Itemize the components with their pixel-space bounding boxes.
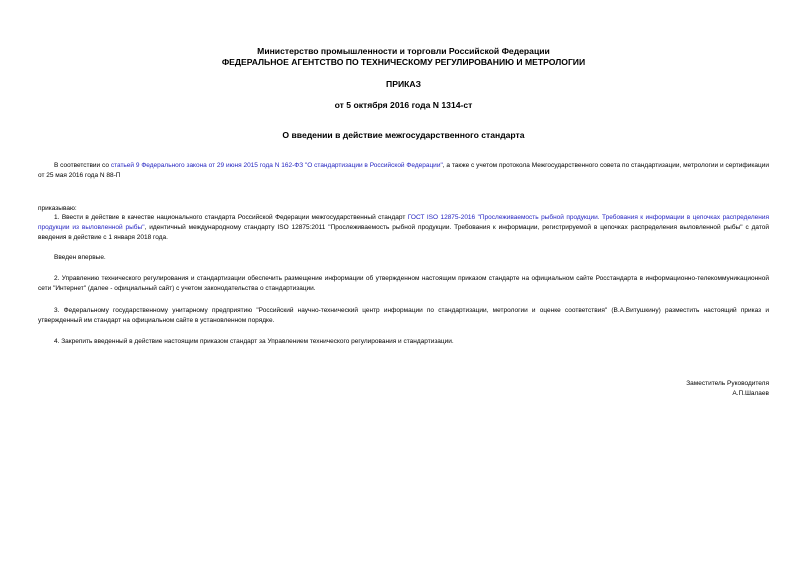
first-time-note: Введен впервые. (54, 254, 106, 261)
intro-suffix: , а также с учетом протокола Межгосударственного совета по стандартизации, метрологии и сертификации от 25 мая 2016 года N 88-П (38, 162, 769, 179)
document-type: ПРИКАЗ (386, 79, 421, 89)
signature-name: А.П.Шалаев (732, 390, 769, 397)
ministry-title: Министерство промышленности и торговли Российской Федерации (257, 46, 550, 56)
item-1-paragraph (38, 213, 769, 243)
item-3-paragraph: 3. Федеральному государственному унитарному предприятию "Российский научно-технический центр информации по стандартизации, метрологии и оценке соответствия" (В.А.Витушкину) разместить настоящий приказ и утвержденный им стандарт на официальном сайте в установленном порядке. (38, 307, 769, 324)
signature-position: Заместитель Руководителя (686, 380, 769, 387)
document-subject: О введении в действие межгосударственного стандарта (282, 130, 525, 140)
item-4-paragraph: 4. Закрепить введенный в действие настоящим приказом стандарт за Управлением технического регулирования и стандартизации. (54, 338, 454, 345)
intro-prefix: В соответствии со (54, 162, 111, 169)
federal-law-link[interactable]: статьей 9 Федерального закона от 29 июня 2015 года N 162-ФЗ "О стандартизации в Российской Федерации" (110, 162, 443, 169)
intro-paragraph (38, 161, 769, 181)
document-date-number: от 5 октября 2016 года N 1314-ст (334, 100, 473, 110)
gost-standard-link[interactable]: ГОСТ ISO 12875-2016 "Прослеживаемость рыбной продукции. Требования к информации в цепочках распределения продукции из выловленной рыбы" (38, 214, 769, 231)
item-1-suffix: , идентичный международному стандарту ISO 12875:2011 "Прослеживаемость рыбной продукции. Требования к информации, регистрируемой в цепочках распределения выловленной рыбы" с датой введения в действие с 1 января 2018 года. (38, 224, 769, 241)
item-2-paragraph: 2. Управлению технического регулирования и стандартизации обеспечить размещение информации об утвержденном настоящим приказом стандарте на официальном сайте Росстандарта в информационно-телекоммуникационной сети "Интернет" (далее - официальный сайт) с учетом законодательства о стандартизации. (38, 275, 769, 292)
agency-title: ФЕДЕРАЛЬНОЕ АГЕНТСТВО ПО ТЕХНИЧЕСКОМУ РЕГУЛИРОВАНИЮ И МЕТРОЛОГИИ (221, 57, 586, 67)
order-word: приказываю: (38, 205, 77, 212)
item-1-prefix: 1. Ввести в действие в качестве национального стандарта Российской Федерации межгосударственный стандарт (54, 214, 408, 221)
